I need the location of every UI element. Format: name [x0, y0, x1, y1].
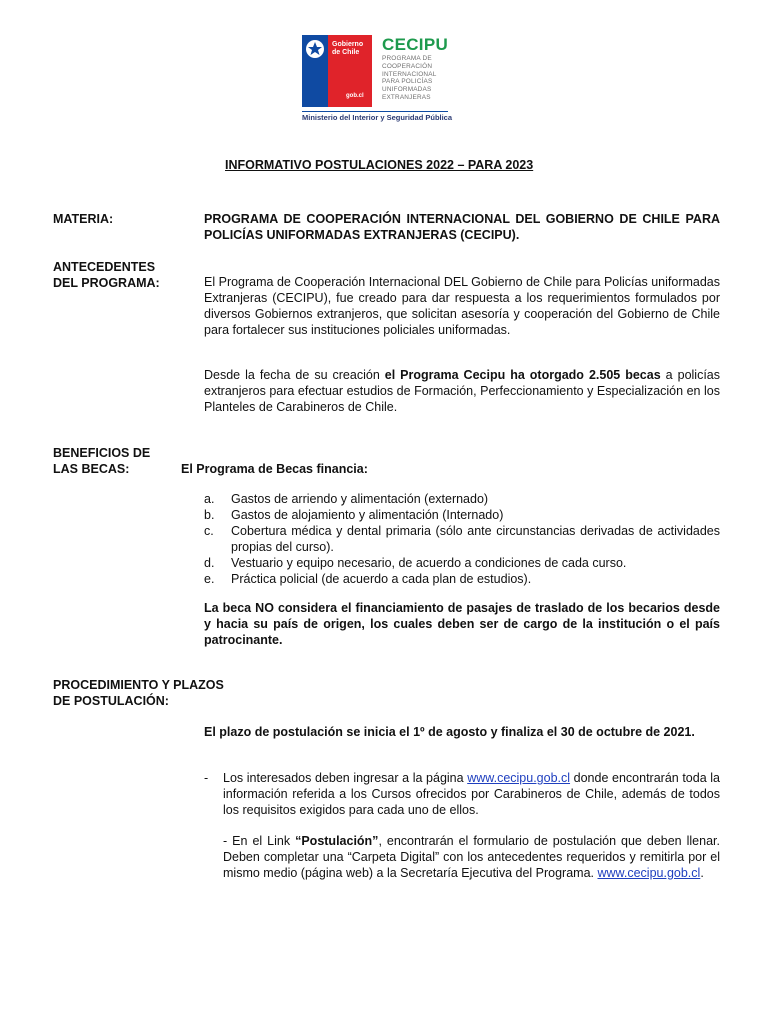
p2-text: Desde la fecha de su creación	[204, 368, 385, 382]
beneficios-list	[204, 491, 720, 587]
bullet-ingresar-pagina	[204, 770, 720, 818]
list-item	[204, 555, 720, 571]
list-marker: a.	[204, 492, 215, 506]
ministerio-label: Ministerio del Interior y Seguridad Pública	[302, 113, 453, 122]
gobierno-url: gob.cl	[346, 93, 364, 99]
antecedentes-label	[53, 259, 160, 291]
list-marker: b.	[204, 508, 215, 522]
list-item-text: Gastos de arriendo y alimentación (externado)	[231, 492, 489, 506]
cecipu-website-link[interactable]: www.cecipu.gob.cl	[467, 771, 571, 785]
cecipu-desc-line: PARA POLICÍAS	[382, 78, 433, 86]
antecedentes-label-line2: DEL PROGRAMA:	[53, 276, 160, 290]
cecipu-desc-line: EXTRANJERAS	[382, 93, 431, 101]
procedimiento-label-line2: DE POSTULACIÓN:	[53, 694, 169, 708]
procedimiento-label	[53, 677, 224, 709]
cecipu-logo	[382, 35, 462, 107]
procedimiento-label-line1: PROCEDIMIENTO Y PLAZOS	[53, 678, 224, 692]
antecedentes-paragraph-1: El Programa de Cooperación Internacional DEL Gobierno de Chile para Policías uniformadas Extranjeras (CECIPU), fue creado para dar respuesta a los requerimientos formulados por diversos Gobiernos extranjeros, que solicitan asesoría y cooperación del Gobierno de Chile para fortalecer sus instituciones policiales uniformadas.	[204, 275, 720, 337]
bullet-text-before: - En el Link	[223, 834, 296, 848]
list-marker: c.	[204, 524, 214, 538]
beneficios-label-line2: LAS BECAS:	[53, 462, 130, 476]
header-divider	[302, 111, 448, 112]
bullet-postulacion-link	[204, 833, 720, 881]
list-item-text: Gastos de alojamiento y alimentación (Internado)	[231, 508, 504, 522]
materia-label: MATERIA:	[53, 212, 114, 226]
list-marker: d.	[204, 556, 215, 570]
gobierno-name	[332, 41, 370, 57]
gobierno-de-chile-logo	[302, 35, 372, 107]
p2-text-after: a policías extranjeros para efectuar estudios de Formación, Perfeccionamiento y Especialización en los Planteles de Carabineros de Chile.	[204, 368, 720, 414]
list-item-text: Cobertura médica y dental primaria (sólo ante circunstancias derivadas de actividades propias del curso).	[231, 524, 720, 554]
beneficios-note: La beca NO considera el financiamiento de pasajes de traslado de los becarios desde y hacia su país de origen, los cuales deben ser de cargo de la institución o el país patrocinante.	[204, 601, 720, 647]
beneficios-label-line1: BENEFICIOS DE	[53, 446, 151, 460]
bullet-text-before: Los interesados deben ingresar a la página	[223, 771, 468, 785]
cecipu-desc-line: INTERNACIONAL	[382, 70, 437, 78]
coat-of-arms-icon	[304, 38, 326, 60]
antecedentes-label-line1: ANTECEDENTES	[53, 260, 156, 274]
cecipu-desc-line: PROGRAMA DE	[382, 55, 432, 62]
plazo-text: El plazo de postulación se inicia el 1º de agosto y finaliza el 30 de octubre de 2021.	[204, 725, 695, 739]
bullet-text	[223, 833, 720, 881]
postulacion-bold-text: “Postulación”	[295, 834, 379, 848]
list-item	[204, 523, 720, 555]
list-item	[204, 571, 720, 587]
bullet-text	[223, 770, 720, 818]
bullet-text-after: , encontrarán el formulario de postulación que deben llenar. Deben completar una “Carpeta Digital” con los antecedentes requeridos y remitirla por el mismo medio (página web) a la Secretaría Ejecutiva del Programa.	[223, 834, 720, 880]
cecipu-desc-line: UNIFORMADAS	[382, 86, 432, 94]
bullet-text-end: .	[700, 866, 704, 880]
beneficios-intro: El Programa de Becas financia:	[181, 462, 368, 476]
materia-text: PROGRAMA DE COOPERACIÓN INTERNACIONAL DEL GOBIERNO DE CHILE PARA POLICÍAS UNIFORMADAS EXTRANJERAS (CECIPU).	[204, 212, 720, 242]
document-title: INFORMATIVO POSTULACIONES 2022 – PARA 2023	[225, 158, 534, 172]
list-item-text: Práctica policial (de acuerdo a cada plan de estudios).	[231, 572, 532, 586]
cecipu-description	[382, 55, 462, 102]
p2-bold-text: el Programa Cecipu ha otorgado 2.505 becas	[384, 368, 661, 382]
gobierno-name-line1: Gobierno	[332, 41, 364, 48]
list-item	[204, 507, 720, 523]
cecipu-desc-line: COOPERACIÓN	[382, 62, 433, 70]
antecedentes-paragraph-2	[204, 367, 720, 415]
dash-marker: -	[204, 771, 209, 785]
cecipu-title: CECIPU	[382, 35, 449, 54]
list-item	[204, 491, 720, 507]
beneficios-label	[53, 445, 150, 477]
cecipu-website-link-2[interactable]: www.cecipu.gob.cl	[597, 866, 701, 880]
gobierno-name-line2: de Chile	[332, 49, 360, 56]
bullet-text-after: donde encontrarán toda la información referida a los Cursos ofrecidos por Carabineros de Chile, además de todos los requisitos exigidos para cada uno de ellos.	[223, 771, 721, 817]
list-marker: e.	[204, 572, 215, 586]
list-item-text: Vestuario y equipo necesario, de acuerdo a condiciones de cada curso.	[231, 556, 627, 570]
